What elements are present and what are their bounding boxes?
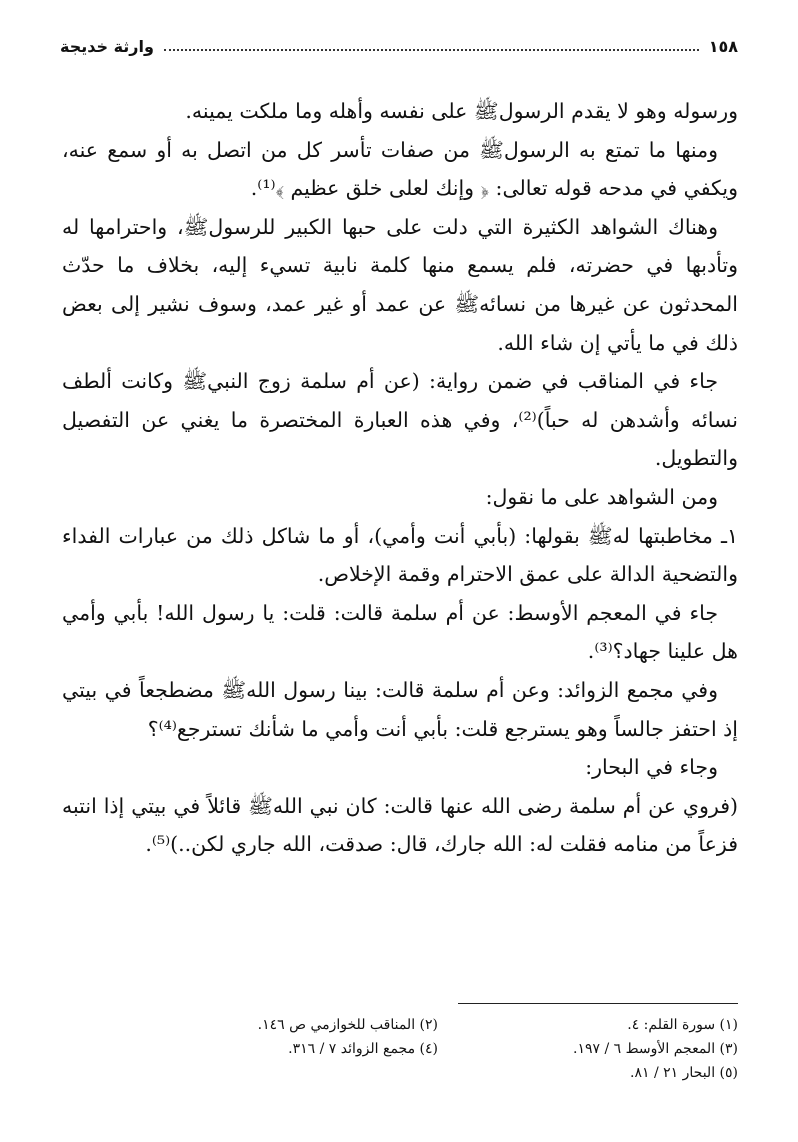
paragraph: ١ـ مخاطبتها لهﷺ بقولها: (بأبي أنت وأمي)، أو ما شاكل ذلك من عبارات الفداء والتضحية الدالة على عمق الاحترام وقمة الإخلاص. (62, 523, 738, 587)
footnote-row (138, 1061, 738, 1085)
page-number: ١٥٨ (708, 36, 738, 56)
paragraph: (فروي عن أم سلمة رضى الله عنها قالت: كان نبي اللهﷺ قائلاً في بيتي إذا انتبه فزعاً من منامه فقلت له: الله جارك، قال: صدقت، الله جاري لكن..)⁽⁵⁾. (62, 793, 738, 857)
footnote-separator (458, 1003, 738, 1004)
paragraph: ومن الشواهد على ما نقول: (485, 484, 718, 509)
footnote: (١) سورة القلم: ٤. (627, 1017, 738, 1033)
header-dot-leader (164, 49, 699, 51)
paragraph: وجاء في البحار: (585, 755, 718, 780)
paragraph: ورسوله وهو لا يقدم الرسولﷺ على نفسه وأهله وما ملكت يمينه. (185, 99, 738, 123)
page-body (62, 92, 738, 864)
running-title: وارثة خديجة (60, 36, 154, 56)
footnote: (٢) المناقب للخوازمي ص ١٤٦. (257, 1017, 438, 1033)
paragraph: جاء في المعجم الأوسط: عن أم سلمة قالت: قلت: يا رسول الله! بأبي وأمي هل علينا جهاد؟⁽³⁾. (62, 600, 738, 664)
page-header (60, 30, 738, 62)
paragraph: وهناك الشواهد الكثيرة التي دلت على حبها الكبير للرسولﷺ، واحترامها له وتأدبها في حضرته، فلم يسمع منها كلمة نابية تسيء إليه، بخلاف ما حدّث المحدثون عن غيرها من نسائهﷺ عن عمد أو غير عمد، وسوف نشير إلى بعض ذلك في ما يأتي إن شاء الله. (62, 214, 738, 355)
paragraph: جاء في المناقب في ضمن رواية: (عن أم سلمة زوج النبيﷺ وكانت ألطف نسائه وأشدهن له حباً)⁽²⁾، وفي هذه العبارة المختصرة ما يغني عن التفصيل والتطويل. (62, 369, 738, 471)
paragraph: وفي مجمع الزوائد: وعن أم سلمة قالت: بينا رسول اللهﷺ مضطجعاً في بيتي إذ احتفز جالساً وهو يسترجع قلت: بأبي أنت وأمي ما شأنك تسترجع⁽⁴⁾؟ (62, 677, 738, 741)
footnote: (٤) مجمع الزوائد ٧ / ٣١٦. (288, 1041, 438, 1057)
paragraph: ومنها ما تمتع به الرسولﷺ من صفات تأسر كل من اتصل به أو سمع عنه، ويكفي في مدحه قوله تعالى: ﴿ وإنك لعلى خلق عظيم ﴾⁽¹⁾. (62, 137, 738, 201)
footnote: (٥) البحار ٢١ / ٨١. (630, 1065, 738, 1081)
footnote: (٣) المعجم الأوسط ٦ / ١٩٧. (573, 1041, 738, 1057)
footnote-row (138, 1037, 738, 1061)
footnotes (138, 1013, 738, 1085)
footnote-row (138, 1013, 738, 1037)
